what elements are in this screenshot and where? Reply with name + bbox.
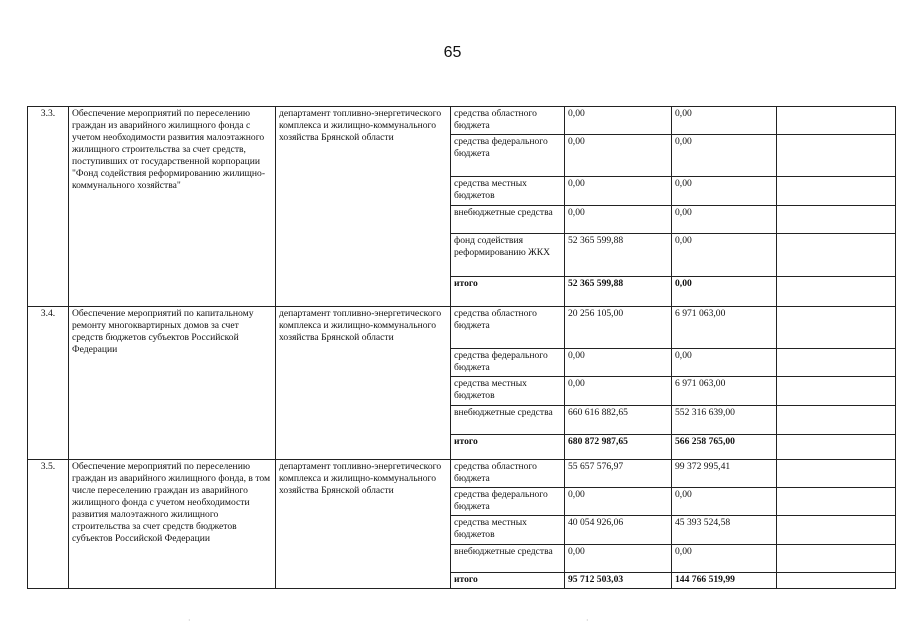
funding-source: средства местных бюджетов [451, 177, 565, 206]
executor-cell: департамент топливно-энергетического комплекса и жилищно-коммунального хозяйства Брянской области [276, 307, 451, 460]
funding-source: средства местных бюджетов [451, 516, 565, 545]
amount-cell [777, 460, 896, 488]
amount-cell: 0,00 [565, 107, 672, 135]
executor-cell: департамент топливно-энергетического комплекса и жилищно-коммунального хозяйства Брянской области [276, 460, 451, 589]
amount-cell: 0,00 [672, 107, 777, 135]
amount-cell: 566 258 765,00 [672, 435, 777, 460]
funding-source: средства областного бюджета [451, 307, 565, 349]
amount-cell: 0,00 [565, 377, 672, 406]
table-row [28, 307, 896, 349]
funding-source: средства федерального бюджета [451, 135, 565, 177]
amount-cell: 0,00 [565, 206, 672, 234]
amount-cell [777, 135, 896, 177]
amount-cell: 0,00 [565, 349, 672, 377]
amount-cell: 20 256 105,00 [565, 307, 672, 349]
amount-cell: 0,00 [672, 135, 777, 177]
funding-source: средства федерального бюджета [451, 349, 565, 377]
measure-description: Обеспечение мероприятий по переселению граждан из аварийного жилищного фонда с учетом необходимости развития малоэтажного жилищного строительства за счет средств, поступивших от государственной корпорации "Фонд содействия реформированию жилищно-коммунального хозяйства" [69, 107, 276, 307]
amount-cell: 52 365 599,88 [565, 234, 672, 277]
amount-cell [777, 545, 896, 573]
funding-source: итого [451, 277, 565, 307]
page-number: 65 [443, 44, 462, 61]
amount-cell: 0,00 [672, 206, 777, 234]
amount-cell: 0,00 [672, 545, 777, 573]
amount-cell: 0,00 [672, 488, 777, 516]
funding-source: внебюджетные средства [451, 545, 565, 573]
amount-cell: 0,00 [672, 277, 777, 307]
amount-cell: 52 365 599,88 [565, 277, 672, 307]
amount-cell: 0,00 [565, 177, 672, 206]
amount-cell: 552 316 639,00 [672, 406, 777, 435]
amount-cell: 144 766 519,99 [672, 573, 777, 589]
amount-cell [777, 488, 896, 516]
funding-source: внебюджетные средства [451, 206, 565, 234]
amount-cell: 0,00 [565, 488, 672, 516]
measure-description: Обеспечение мероприятий по капитальному ремонту многоквартирных домов за счет средств бюджетов субъектов Российской Федерации [69, 307, 276, 460]
measure-description: Обеспечение мероприятий по переселению граждан из аварийного жилищного фонда, в том числе переселению граждан из аварийного жилищного фонда с учетом необходимости развития малоэтажного жилищного строительства за счет средств бюджетов субъектов Российской Федерации [69, 460, 276, 589]
amount-cell: 660 616 882,65 [565, 406, 672, 435]
amount-cell [777, 107, 896, 135]
section-number: 3.5. [28, 460, 69, 589]
budget-table [27, 106, 896, 589]
amount-cell [777, 516, 896, 545]
funding-source: средства областного бюджета [451, 107, 565, 135]
funding-source: итого [451, 435, 565, 460]
amount-cell: 0,00 [672, 234, 777, 277]
amount-cell: 0,00 [565, 135, 672, 177]
amount-cell: 95 712 503,03 [565, 573, 672, 589]
executor-cell: департамент топливно-энергетического комплекса и жилищно-коммунального хозяйства Брянской области [276, 107, 451, 307]
amount-cell: 680 872 987,65 [565, 435, 672, 460]
section-number: 3.3. [28, 107, 69, 307]
amount-cell: 40 054 926,06 [565, 516, 672, 545]
amount-cell [777, 234, 896, 277]
amount-cell [777, 435, 896, 460]
amount-cell: 55 657 576,97 [565, 460, 672, 488]
funding-source: итого [451, 573, 565, 589]
amount-cell: 6 971 063,00 [672, 377, 777, 406]
funding-source: средства местных бюджетов [451, 377, 565, 406]
amount-cell [777, 406, 896, 435]
amount-cell [777, 277, 896, 307]
table-row [28, 460, 896, 488]
table-row [28, 107, 896, 135]
amount-cell [777, 206, 896, 234]
amount-cell: 99 372 995,41 [672, 460, 777, 488]
funding-source: внебюджетные средства [451, 406, 565, 435]
amount-cell: 0,00 [672, 349, 777, 377]
funding-source: фонд содействия реформированию ЖКХ [451, 234, 565, 277]
amount-cell: 6 971 063,00 [672, 307, 777, 349]
amount-cell [777, 349, 896, 377]
section-number: 3.4. [28, 307, 69, 460]
amount-cell [777, 377, 896, 406]
amount-cell [777, 573, 896, 589]
amount-cell: 45 393 524,58 [672, 516, 777, 545]
funding-source: средства федерального бюджета [451, 488, 565, 516]
scan-artifact: · [188, 616, 191, 625]
amount-cell [777, 177, 896, 206]
scan-artifact: · [586, 616, 589, 625]
amount-cell: 0,00 [565, 545, 672, 573]
amount-cell: 0,00 [672, 177, 777, 206]
funding-source: средства областного бюджета [451, 460, 565, 488]
amount-cell [777, 307, 896, 349]
